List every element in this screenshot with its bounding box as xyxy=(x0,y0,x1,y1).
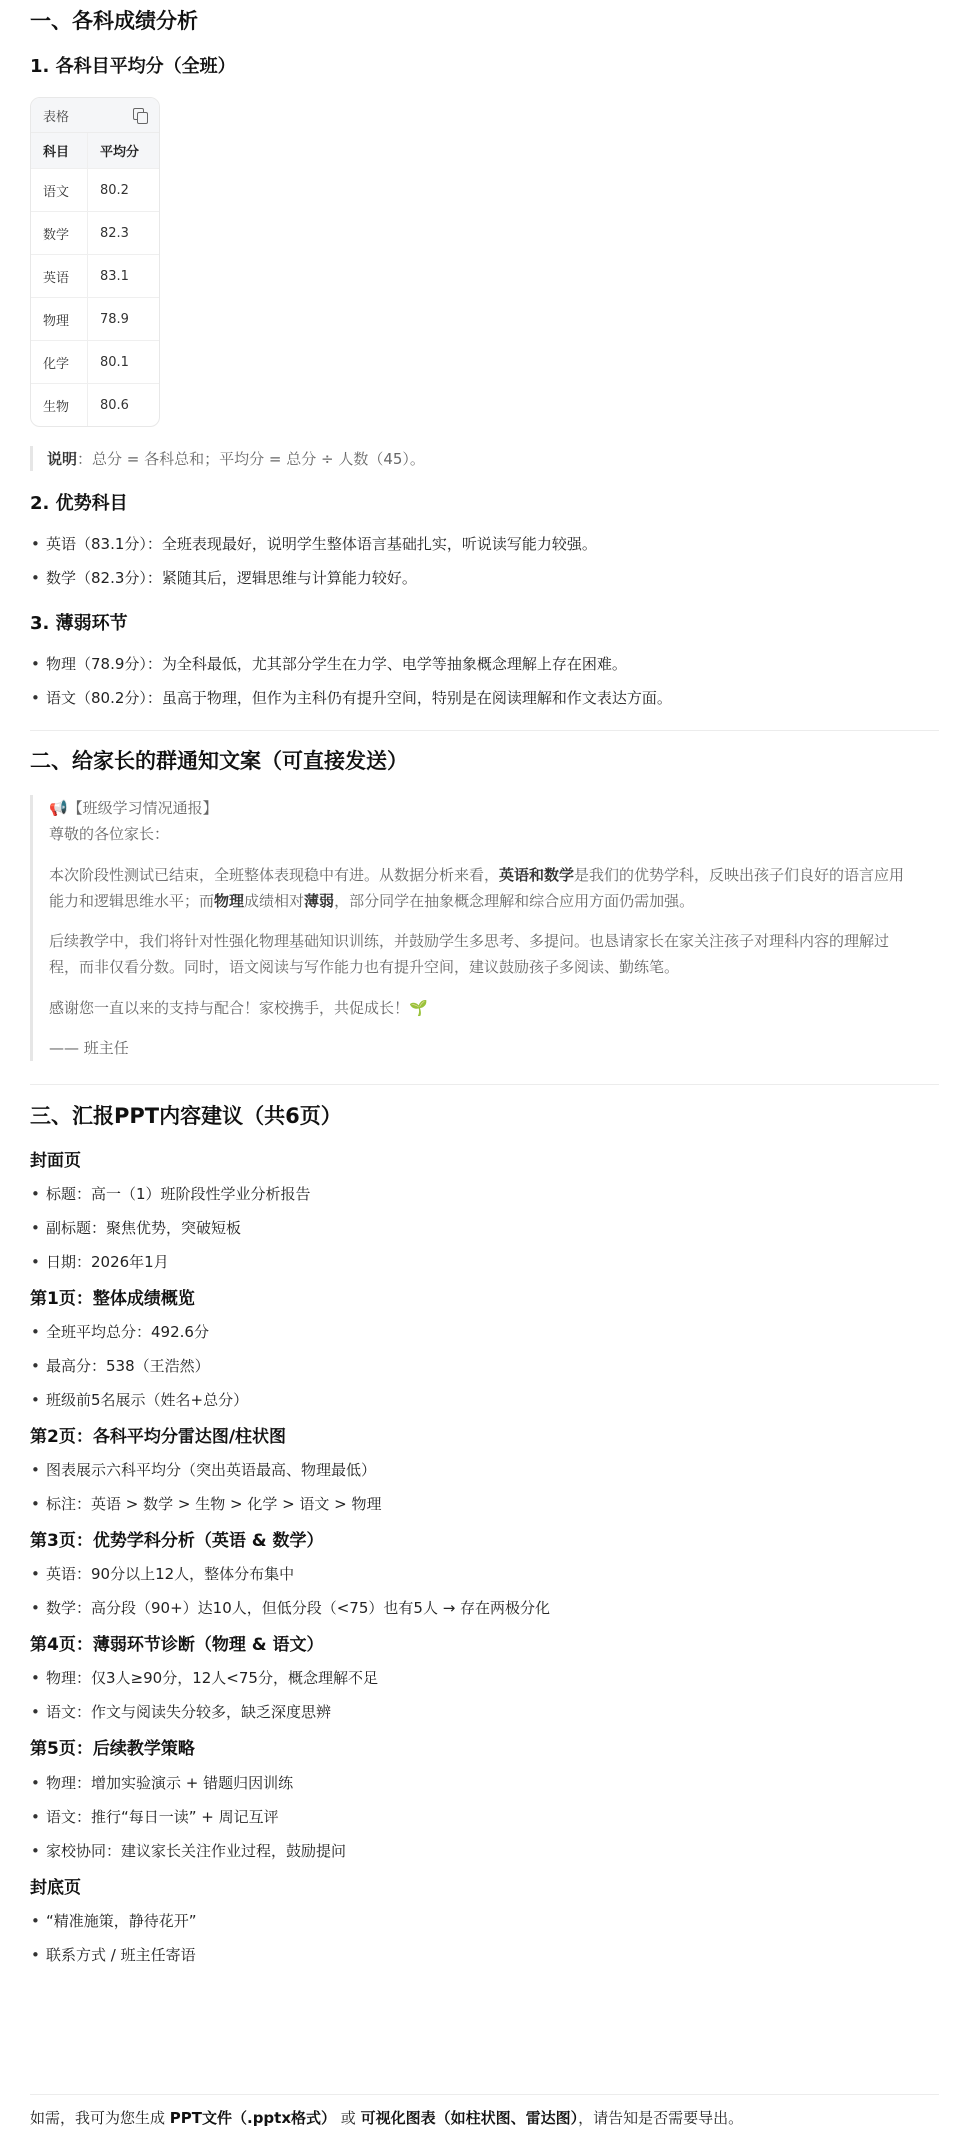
table-cell-score: 80.1 xyxy=(88,341,160,384)
ppt-page-title: 第1页：整体成绩概览 xyxy=(30,1289,195,1310)
ppt-pages xyxy=(30,1150,939,1967)
ppt-page xyxy=(30,1426,939,1516)
ppt-page-items xyxy=(30,1320,939,1412)
notice-emphasis: 薄弱 xyxy=(304,891,335,910)
ppt-page xyxy=(30,1738,939,1862)
copy-icon[interactable] xyxy=(133,108,147,122)
subheading-weak: 3. 薄弱环节 xyxy=(30,613,128,634)
notice-text: ，部分同学在抽象概念理解和综合应用方面仍需加强。 xyxy=(334,891,695,910)
ppt-page-title: 第3页：优势学科分析（英语 & 数学） xyxy=(30,1531,324,1552)
list-item: • 英语（83.1分）：全班表现最好，说明学生整体语言基础扎实，听说读写能力较强。 xyxy=(30,532,939,556)
ppt-page-items xyxy=(30,1182,939,1274)
notice-title: 📢【班级学习情况通报】 xyxy=(49,799,218,817)
ppt-page-items xyxy=(30,1771,939,1863)
table-label: 表格 xyxy=(43,109,70,125)
notice-emphasis: 物理 xyxy=(214,891,245,910)
ppt-page-title: 封面页 xyxy=(30,1151,81,1171)
note-label: 说明 xyxy=(47,450,78,468)
table-cell-subject: 化学 xyxy=(31,341,88,384)
list-item: • 日期：2026年1月 xyxy=(30,1250,939,1274)
notice-paragraph xyxy=(49,862,909,915)
section2-title: 二、给家长的群通知文案（可直接发送） xyxy=(30,749,408,773)
section1-title: 一、各科成绩分析 xyxy=(30,9,198,33)
table-row xyxy=(31,298,159,341)
ppt-page-items xyxy=(30,1458,939,1516)
list-item: • 数学（82.3分）：紧随其后，逻辑思维与计算能力较好。 xyxy=(30,566,939,590)
notice-signature: —— 班主任 xyxy=(49,1038,129,1057)
ppt-page xyxy=(30,1530,939,1620)
notice-text: 是我们的优势学科，反映出孩子们良好的语言应用能力和逻辑思维水平；而 xyxy=(49,865,905,910)
closing-emphasis: 可视化图表（如柱状图、雷达图） xyxy=(360,2109,579,2127)
weak-list xyxy=(30,652,939,710)
table-cell-subject: 数学 xyxy=(31,212,88,255)
ppt-page xyxy=(30,1150,939,1274)
table-cell-score: 80.2 xyxy=(88,169,160,212)
table-cell-score: 80.6 xyxy=(88,384,160,427)
table-cell-score: 82.3 xyxy=(88,212,160,255)
table-cell-score: 78.9 xyxy=(88,298,160,341)
table-cell-subject: 物理 xyxy=(31,298,88,341)
list-item: • 家校协同：建议家长关注作业过程，鼓励提问 xyxy=(30,1839,939,1863)
note-text: ：总分 = 各科总和；平均分 = 总分 ÷ 人数（45）。 xyxy=(77,450,425,468)
table-row xyxy=(31,212,159,255)
list-item: • 语文：推行“每日一读” + 周记互评 xyxy=(30,1805,939,1829)
ppt-page-title: 第5页：后续教学策略 xyxy=(30,1739,195,1760)
list-item: • 标题：高一（1）班阶段性学业分析报告 xyxy=(30,1182,939,1206)
list-item: • 标注：英语 > 数学 > 生物 > 化学 > 语文 > 物理 xyxy=(30,1492,939,1516)
score-table-card xyxy=(30,97,158,427)
closing-emphasis: PPT文件（.pptx格式） xyxy=(169,2109,337,2127)
ppt-page-items xyxy=(30,1909,939,1967)
list-item: • 语文：作文与阅读失分较多，缺乏深度思辨 xyxy=(30,1700,939,1724)
subheading-advantages: 2. 优势科目 xyxy=(30,493,128,514)
list-item: • 全班平均总分：492.6分 xyxy=(30,1320,939,1344)
list-item: • 物理：仅3人≥90分，12人<75分，概念理解不足 xyxy=(30,1666,939,1690)
list-item: • 物理：增加实验演示 + 错题归因训练 xyxy=(30,1771,939,1795)
list-item: • 副标题：聚焦优势，突破短板 xyxy=(30,1216,939,1240)
ppt-page-title: 封底页 xyxy=(30,1877,81,1898)
list-item: • 英语：90分以上12人，整体分布集中 xyxy=(30,1562,939,1586)
notice-greeting: 尊敬的各位家长： xyxy=(49,825,170,844)
table-row xyxy=(31,255,159,298)
list-item: • 物理（78.9分）：为全科最低，尤其部分学生在力学、电学等抽象概念理解上存在困难。 xyxy=(30,652,939,676)
notice-emphasis: 英语和数学 xyxy=(499,865,575,884)
ppt-page xyxy=(30,1634,939,1724)
ppt-page xyxy=(30,1877,939,1967)
table-row xyxy=(31,169,159,212)
ppt-page-items xyxy=(30,1562,939,1620)
advantages-list xyxy=(30,532,939,590)
table-row xyxy=(31,384,159,427)
score-table xyxy=(31,133,159,426)
list-item: • “精准施策，静待花开” xyxy=(30,1909,939,1933)
subheading-averages: 1. 各科目平均分（全班） xyxy=(30,56,236,77)
list-item: • 班级前5名展示（姓名+总分） xyxy=(30,1388,939,1412)
closing-text: 如需，我可为您生成 xyxy=(30,2109,170,2127)
closing-text: 或 xyxy=(336,2109,361,2127)
table-cell-subject: 英语 xyxy=(31,255,88,298)
closing-text: ，请告知是否需要导出。 xyxy=(578,2109,744,2127)
notice-text: 本次阶段性测试已结束，全班整体表现稳中有进。从数据分析来看， xyxy=(49,865,500,884)
table-toolbar xyxy=(31,98,159,133)
table-row xyxy=(31,341,159,384)
divider xyxy=(30,1084,939,1085)
notice-text: 成绩相对 xyxy=(244,891,305,910)
table-header-subject: 科目 xyxy=(31,133,88,169)
divider xyxy=(30,730,939,731)
table-cell-subject: 语文 xyxy=(31,169,88,212)
divider xyxy=(30,2094,939,2095)
section3-title: 三、汇报PPT内容建议（共6页） xyxy=(30,1104,342,1128)
list-item: • 联系方式 / 班主任寄语 xyxy=(30,1943,939,1967)
ppt-page-title: 第4页：薄弱环节诊断（物理 & 语文） xyxy=(30,1635,324,1656)
parent-notice-quote xyxy=(30,795,909,1061)
list-item: • 数学：高分段（90+）达10人，但低分段（<75）也有5人 → 存在两极分化 xyxy=(30,1596,939,1620)
table-header-row xyxy=(31,133,159,169)
notice-paragraph: 感谢您一直以来的支持与配合！家校携手，共促成长！🌱 xyxy=(49,998,428,1017)
list-item: • 语文（80.2分）：虽高于物理，但作为主科仍有提升空间，特别是在阅读理解和作文表达方面。 xyxy=(30,686,939,710)
table-cell-score: 83.1 xyxy=(88,255,160,298)
ppt-page-title: 第2页：各科平均分雷达图/柱状图 xyxy=(30,1427,287,1448)
closing-message xyxy=(30,2106,939,2130)
ppt-page xyxy=(30,1288,939,1412)
notice-paragraph: 后续教学中，我们将针对性强化物理基础知识训练，并鼓励学生多思考、多提问。也恳请家长在家关注孩子对理科内容的理解过程，而非仅看分数。同时，语文阅读与写作能力也有提升空间，建议鼓励孩子多阅读、勤练笔。 xyxy=(49,932,890,977)
table-header-average: 平均分 xyxy=(88,133,160,169)
list-item: • 图表展示六科平均分（突出英语最高、物理最低） xyxy=(30,1458,939,1482)
ppt-page-items xyxy=(30,1666,939,1724)
list-item: • 最高分：538（王浩然） xyxy=(30,1354,939,1378)
table-note xyxy=(30,446,939,471)
table-cell-subject: 生物 xyxy=(31,384,88,427)
